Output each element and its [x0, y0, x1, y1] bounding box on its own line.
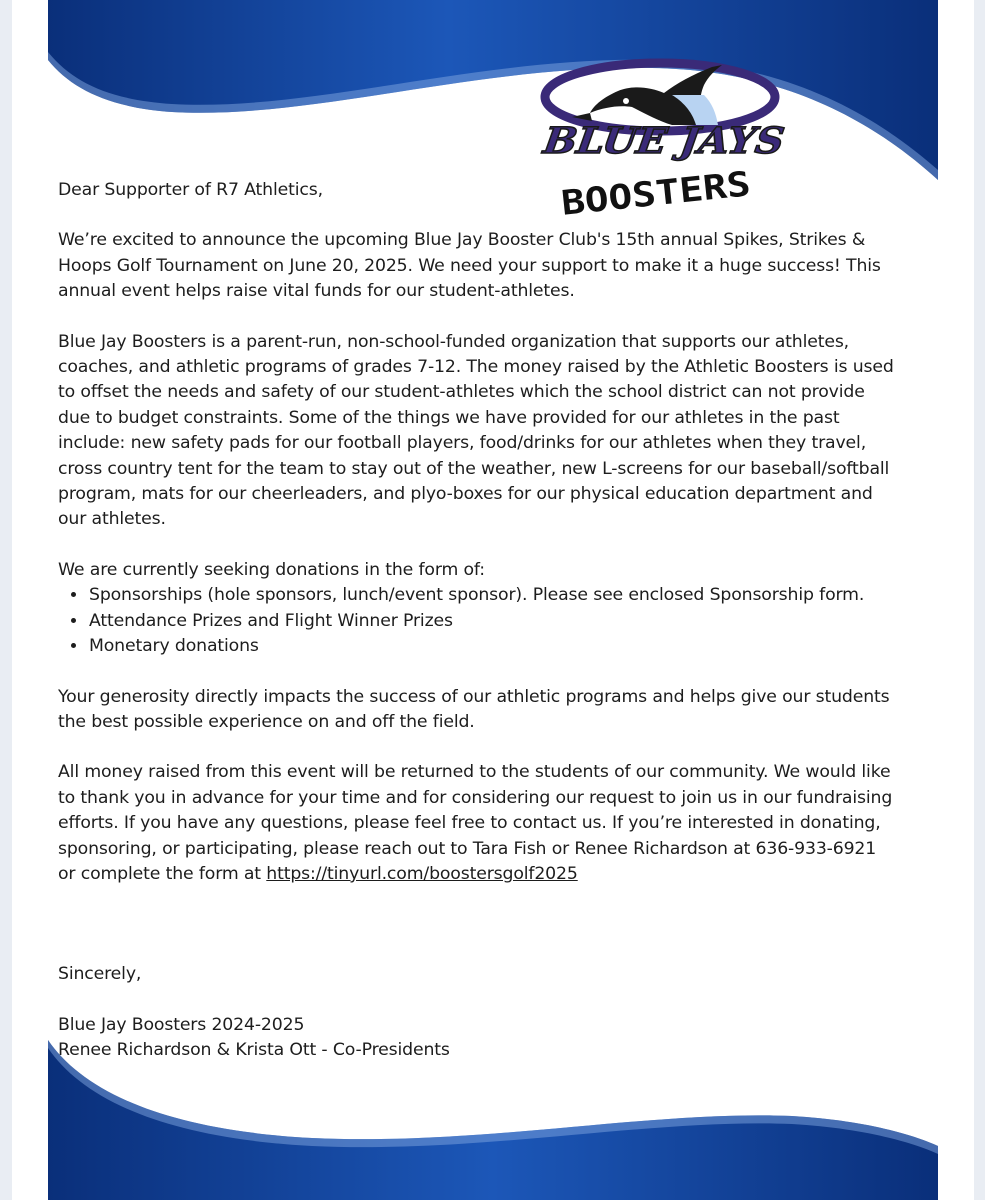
form-link[interactable]: https://tinyurl.com/boostersgolf2025 [266, 863, 578, 884]
list-item: • Attendance Prizes and Flight Winner Prizes [88, 609, 898, 634]
logo-subtitle: BOOSTERS [559, 166, 727, 224]
closing: Sincerely, [58, 964, 142, 985]
bottom-wave-decoration [12, 1030, 974, 1200]
signature-org: Blue Jay Boosters 2024-2025 [58, 1014, 305, 1035]
intro-paragraph: We’re excited to announce the upcoming Blue Jay Booster Club's 15th annual Spikes, Strikes & Hoops Golf Tournament on June 20, 2025. We need your support to make it a huge success! This annual event helps raise vital funds for our student-athletes. [58, 230, 881, 302]
greeting: Dear Supporter of R7 Athletics, [58, 180, 323, 200]
logo-title: BLUE JAYS [540, 119, 767, 162]
generosity-paragraph: Your generosity directly impacts the success of our athletic programs and helps give our students the best possible experience on and off the field. [58, 686, 890, 732]
list-item: • Sponsorships (hole sponsors, lunch/event sponsor). Please see enclosed Sponsorship form. [88, 583, 898, 608]
list-item: • Monetary donations [88, 634, 898, 659]
about-paragraph: Blue Jay Boosters is a parent-run, non-school-funded organization that supports our athletes, coaches, and athletic programs of grades 7-12. The money raised by the Athletic Boosters is used to offset the needs and safety of our student-athletes which the school district can not provide due to budget constraints. Some of the things we have provided for our athletes in the past include: new safety pads for our football players, food/drinks for our athletes when they travel, cross country tent for the team to stay out of the weather, new L-screens for our baseball/softball program, mats for our cheerleaders, and plyo-boxes for our physical education department and our athletes. [58, 331, 894, 530]
contact-text: All money raised from this event will be returned to the students of our community. We would like to thank you in advance for your time and for considering our request to join us in our fundraising efforts. If you have any questions, please feel free to contact us. If you’re interested in donating, sponsoring, or participating, please reach out to Tara Fish or Renee Richardson at 636-933-6921 or complete the form at [58, 762, 893, 884]
top-wave-decoration [12, 0, 974, 200]
donations-list [58, 583, 898, 659]
letter-page [12, 0, 974, 1200]
signature-names: Renee Richardson & Krista Ott - Co-Presidents [58, 1040, 450, 1061]
letter-body [58, 178, 898, 1064]
blue-jay-bird-icon [572, 65, 722, 125]
contact-paragraph [58, 760, 898, 887]
donations-intro: We are currently seeking donations in the form of: [58, 559, 485, 580]
